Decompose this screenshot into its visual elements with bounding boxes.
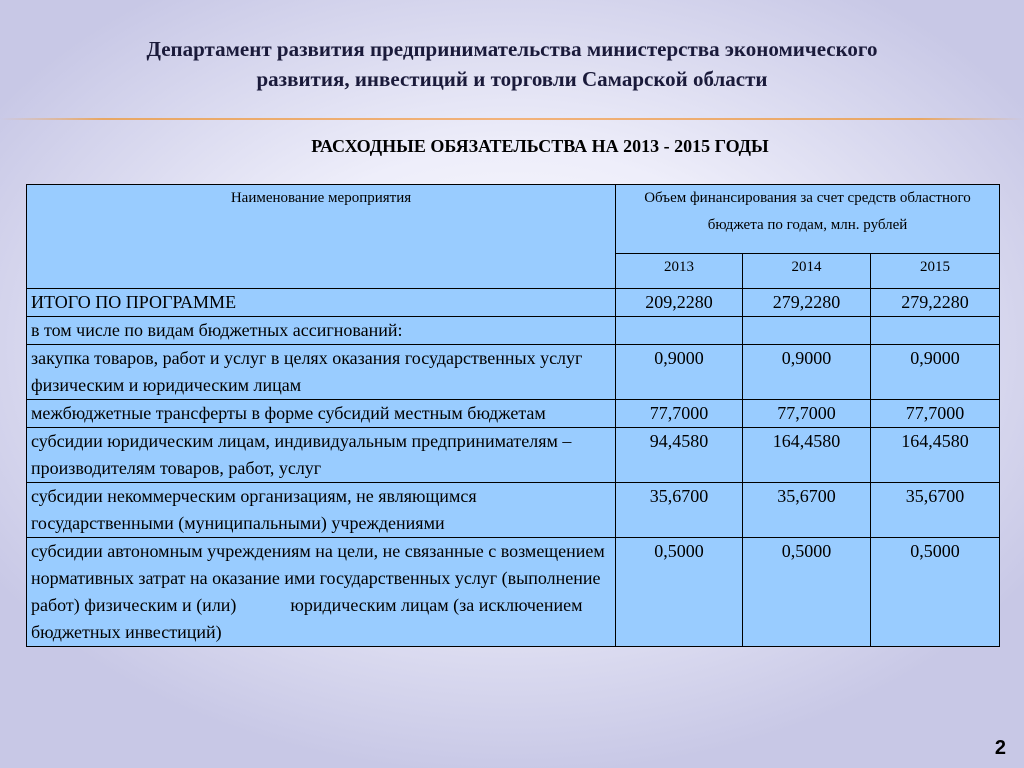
value-2014: 279,2280 [743, 289, 871, 317]
row-name: закупка товаров, работ и услуг в целях оказания государственных услуг физическим и юридическим лицам [27, 345, 616, 400]
table-row [27, 400, 1000, 428]
value-2013: 0,5000 [616, 538, 743, 647]
table-row [27, 317, 1000, 345]
value-2014: 164,4580 [743, 428, 871, 483]
value-2015: 35,6700 [871, 483, 1000, 538]
budget-table [26, 184, 1000, 647]
table-row [27, 345, 1000, 400]
header-year-2014: 2014 [743, 253, 871, 288]
table-header-row [27, 185, 1000, 254]
value-2013: 0,9000 [616, 345, 743, 400]
slide-title [40, 34, 984, 94]
row-name: субсидии некоммерческим организациям, не являющимся государственными (муниципальными) учреждениями [27, 483, 616, 538]
value-2015: 0,5000 [871, 538, 1000, 647]
row-name: ИТОГО ПО ПРОГРАММЕ [27, 289, 616, 317]
row-name: в том числе по видам бюджетных ассигнований: [27, 317, 616, 345]
value-2014 [743, 317, 871, 345]
value-2014: 0,5000 [743, 538, 871, 647]
row-name: межбюджетные трансферты в форме субсидий местным бюджетам [27, 400, 616, 428]
value-2015: 279,2280 [871, 289, 1000, 317]
table-row [27, 428, 1000, 483]
header-year-2013: 2013 [616, 253, 743, 288]
title-divider [0, 118, 1024, 120]
value-2013: 94,4580 [616, 428, 743, 483]
header-funding-volume: Объем финансирования за счет средств областного бюджета по годам, млн. рублей [616, 185, 1000, 254]
table-row [27, 483, 1000, 538]
value-2014: 0,9000 [743, 345, 871, 400]
page-number: 2 [994, 737, 1006, 759]
table-row [27, 538, 1000, 647]
row-name: субсидии автономным учреждениям на цели, не связанные с возмещением нормативных затрат на оказание ими государственных услуг (выполнение работ) физическим и (или) юридическим лицам (за исключением бюджетных инвестиций) [27, 538, 616, 647]
value-2013 [616, 317, 743, 345]
value-2015: 164,4580 [871, 428, 1000, 483]
value-2015 [871, 317, 1000, 345]
value-2013: 209,2280 [616, 289, 743, 317]
row-name: субсидии юридическим лицам, индивидуальным предпринимателям – производителям товаров, работ, услуг [27, 428, 616, 483]
value-2013: 77,7000 [616, 400, 743, 428]
title-line-2: развития, инвестиций и торговли Самарской области [256, 67, 768, 91]
slide-subtitle: РАСХОДНЫЕ ОБЯЗАТЕЛЬСТВА НА 2013 - 2015 ГОДЫ [311, 136, 769, 156]
title-line-1: Департамент развития предпринимательства министерства экономического [146, 37, 878, 61]
value-2014: 35,6700 [743, 483, 871, 538]
table-row [27, 289, 1000, 317]
value-2013: 35,6700 [616, 483, 743, 538]
value-2014: 77,7000 [743, 400, 871, 428]
value-2015: 0,9000 [871, 345, 1000, 400]
value-2015: 77,7000 [871, 400, 1000, 428]
header-measure-name: Наименование мероприятия [27, 185, 616, 289]
header-year-2015: 2015 [871, 253, 1000, 288]
